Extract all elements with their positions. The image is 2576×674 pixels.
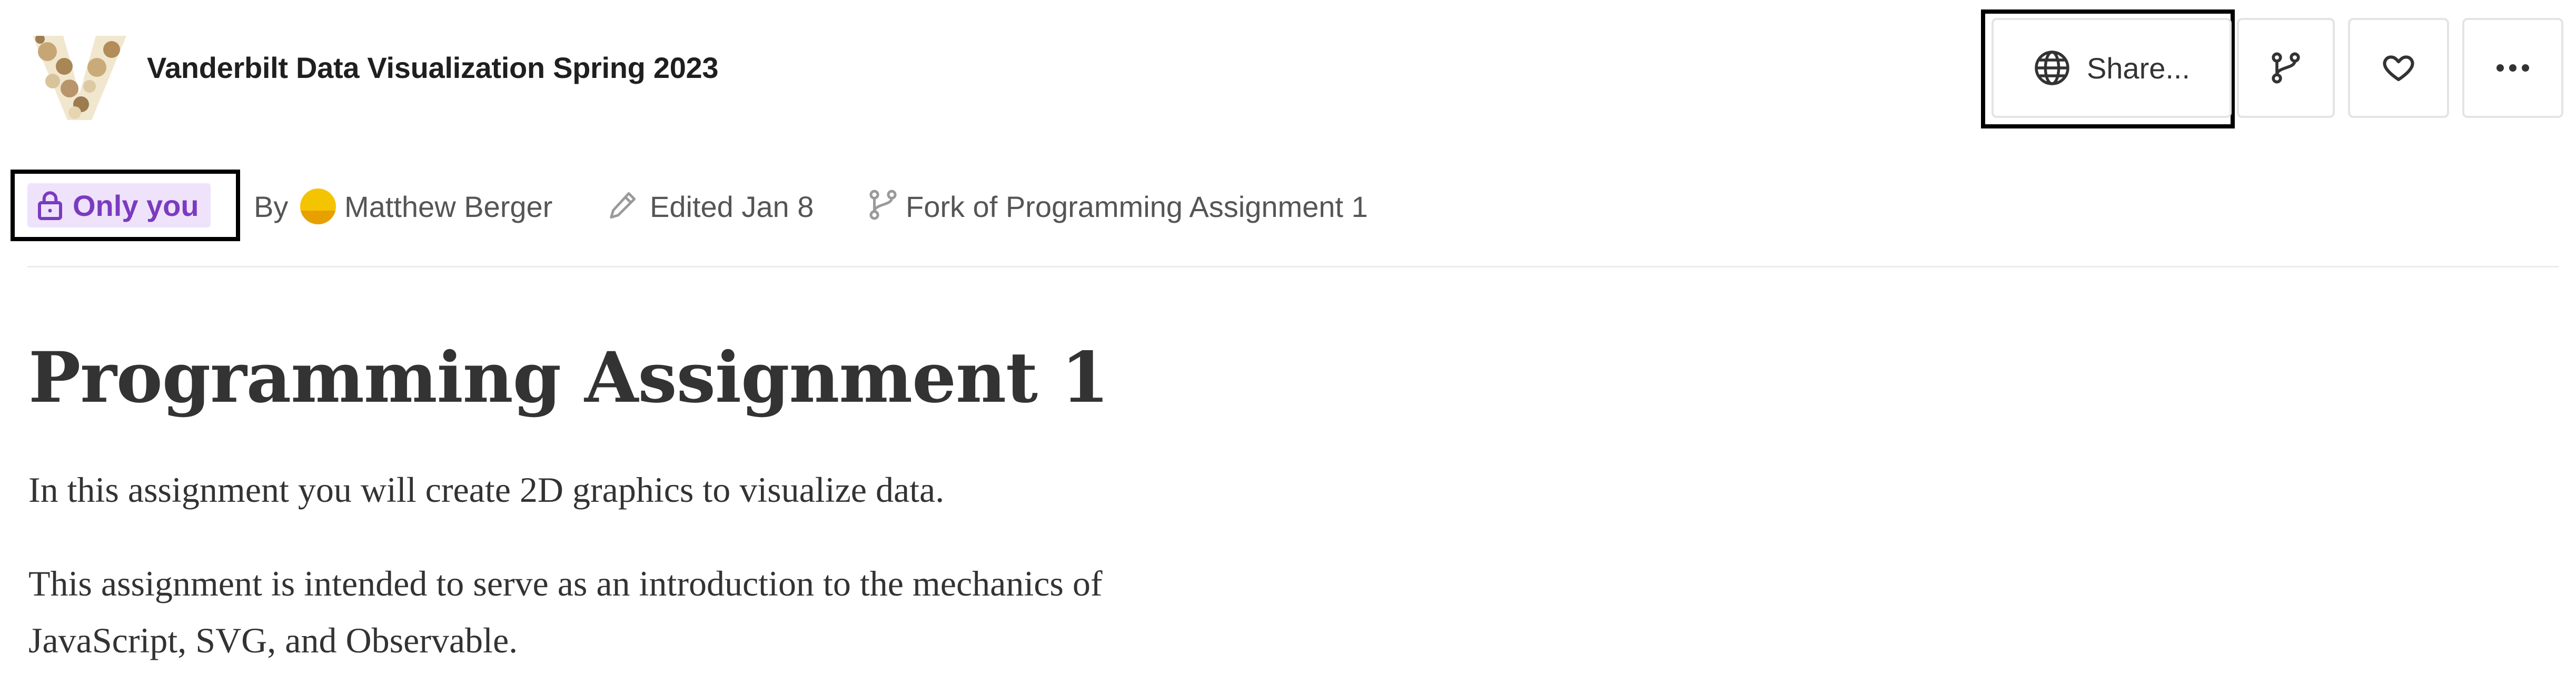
page-title: Programming Assignment 1 <box>28 337 1109 419</box>
avatar[interactable] <box>300 189 336 224</box>
app-title[interactable]: Vanderbilt Data Visualization Spring 2023 <box>147 51 719 84</box>
globe-icon <box>2033 49 2071 87</box>
more-horizontal-icon <box>2495 63 2531 73</box>
heart-icon <box>2381 51 2416 85</box>
fork-icon <box>2268 50 2304 86</box>
paragraph: In this assignment you will create 2D graphics to visualize data. <box>28 470 945 510</box>
pencil-icon <box>606 189 639 222</box>
author-link[interactable]: Matthew Berger <box>344 190 553 223</box>
more-options-button[interactable] <box>2462 18 2563 118</box>
edited-date[interactable]: Edited Jan 8 <box>650 190 814 223</box>
lock-icon <box>37 191 63 220</box>
share-button[interactable] <box>1992 18 2232 118</box>
share-label: Share... <box>2086 51 2191 85</box>
paragraph-line: This assignment is intended to serve as an introduction to the mechanics of <box>28 563 1103 603</box>
fork-source-link[interactable]: Fork of Programming Assignment 1 <box>906 190 1368 223</box>
visibility-badge[interactable] <box>27 183 211 227</box>
like-button[interactable] <box>2348 18 2449 118</box>
fork-icon <box>866 187 900 222</box>
vanderbilt-v-logo-icon[interactable] <box>33 36 126 120</box>
visibility-label: Only you <box>73 189 199 222</box>
paragraph-line: JavaScript, SVG, and Observable. <box>28 620 518 660</box>
fork-button[interactable] <box>2237 18 2335 118</box>
by-label: By <box>254 190 289 223</box>
paragraph <box>28 555 1103 669</box>
divider <box>27 266 2559 267</box>
